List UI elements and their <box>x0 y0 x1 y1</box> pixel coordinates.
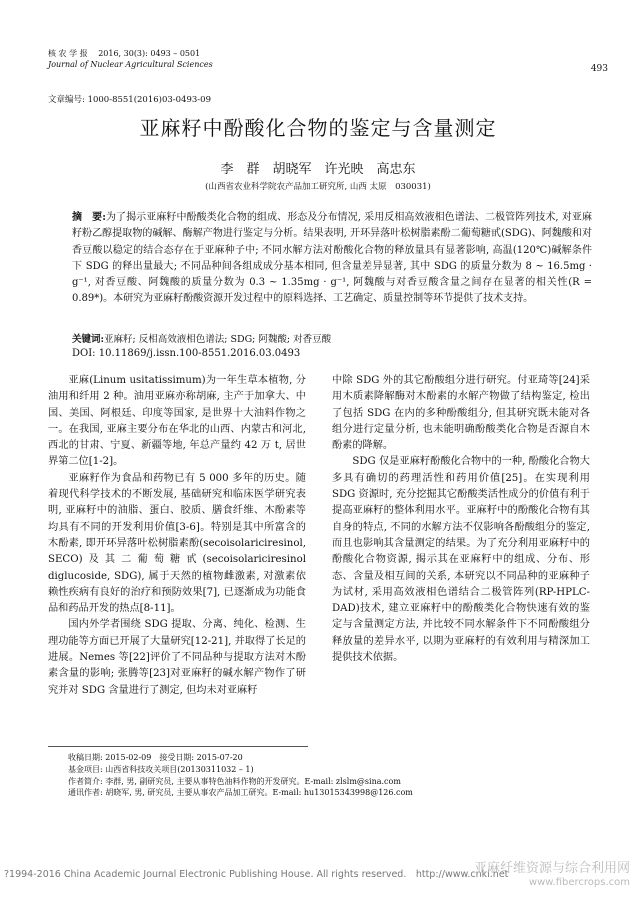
footnote-divider <box>48 746 308 747</box>
authors: 李 群 胡晓军 许光映 高忠东 <box>220 162 416 177</box>
watermark <box>474 862 630 890</box>
abstract-text: 为了揭示亚麻籽中酚酸类化合物的组成、形态及分布情况, 采用反相高效液相色谱法、二极管阵列技术, 对亚麻籽粉乙醇提取物的碱解、酶解产物进行鉴定与分析。结果表明, 开环异落叶松树脂素酚二葡萄糖甙(SDG)、阿魏酸和对香豆酸以稳定的结合态存在于亚麻种子中; 不同水解方法对酚酸化合物的释放量具有显著影响, 高温(120℃)碱解条件下 SDG 的释出量最大; 不同品种间各组成成分基本相同, 但含量差异显著, 其中 SDG 的质量分数为 8 ~ 16.5mg · g⁻¹, 对香豆酸、阿魏酸的质量分数为 0.3 ~ 1.35mg · g⁻¹, 阿魏酸与对香豆酸含量之间存在显著的相关性(R = 0.89*)。本研究为亚麻籽酚酸资源开发过程中的原料选择、工艺确定、质量控制等环节提供了技术支持。 <box>72 212 592 305</box>
footnote-received: 收稿日期: 2015-02-09 接受日期: 2015-07-20 <box>68 753 243 762</box>
page-number: 493 <box>590 64 608 74</box>
keywords-text: 亚麻籽; 反相高效液相色谱法; SDG; 阿魏酸; 对香豆酸 <box>104 334 332 345</box>
body-paragraph: 国内外学者围绕 SDG 提取、分离、纯化、检测、生理功能等方面已开展了大量研究[12-21], 并取得了长足的进展。Nemes 等[22]评价了不同品种与提取方法对木酚素含量的影响; 张腾等[23]对亚麻籽的碱水解产物作了研究并对 SDG 含量进行了测定, 但均未对亚麻籽 <box>48 619 306 696</box>
body-paragraph: SDG 仅是亚麻籽酚酸化合物中的一种, 酚酸化合物大多具有确切的药理活性和药用价值[25]。在实现利用 SDG 资源时, 充分挖掘其它酚酸类活性成分的价值有利于提高亚麻籽的整体利用水平。亚麻籽中的酚酸化合物有其自身的特点, 不同的水解方法不仅影响各酚酸组分的鉴定, 而且也影响其含量测定的结果。为了充分利用亚麻籽中的酚酸化合物资源, 揭示其在亚麻籽中的组成、分布、形态、含量及相互间的关系, 本研究以不同品种的亚麻种子为试材, 采用高效液相色谱结合二极管阵列(RP-HPLC-DAD)技术, 建立亚麻籽中的酚酸类化合物快速有效的鉴定与含量测定方法, 并比较不同水解条件下不同酚酸组分释放量的差异水平, 以期为亚麻籽的有效利用与精深加工提供技术依据。 <box>332 456 590 664</box>
journal-name-en: Journal of Nuclear Agricultural Sciences <box>48 60 213 69</box>
footnote-funding: 基金项目: 山西省科技攻关项目(20130311032 – 1) <box>68 764 254 774</box>
keywords-label: 关键词: <box>72 334 105 345</box>
doi: DOI: 10.11869/j.issn.100-8551.2016.03.0493 <box>72 348 301 359</box>
article-number: 文章编号: 1000-8551(2016)03-0493-09 <box>48 95 211 105</box>
watermark-url: www.fibercrops.com <box>528 877 630 888</box>
body-column-left <box>48 373 306 699</box>
body-paragraph: 中除 SDG 外的其它酚酸组分进行研究。付亚琦等[24]采用木质素降解酶对木酚素的水解产物做了结构鉴定, 检出了包括 SDG 在内的多种酚酸组分, 但其研究既未能对各组分进行定量分析, 也未能明确酚酸类化合物是否源自木酚素的降解。 <box>332 375 590 452</box>
watermark-title: 亚麻纤维资源与综合利用网 <box>473 861 630 876</box>
abstract <box>72 210 592 308</box>
footnote-author: 作者简介: 李群, 男, 副研究员, 主要从事特色油料作物的开发研究。E-mail: zlslm@sina.com <box>68 776 401 786</box>
journal-name-cn: 核 农 学 报 <box>48 49 88 58</box>
body-column-right <box>332 373 590 666</box>
paper-title: 亚麻籽中酚酸化合物的鉴定与含量测定 <box>139 116 497 140</box>
body-paragraph: 亚麻(Linum usitatissimum)为一年生草本植物, 分油用和纤用 2 种。油用亚麻亦称胡麻, 主产于加拿大、中国、美国、阿根廷、印度等国家, 是世界十大油料作物之一。在我国, 亚麻主要分布在华北的山西、内蒙古和河北, 西北的甘肃、宁夏、新疆等地, 年总产量约 42 万 t, 居世界第二位[1-2]。 <box>48 375 306 468</box>
copyright-text: ?1994-2016 China Academic Journal Electronic Publishing House. All rights reserved. http://www.cnki.net <box>4 869 509 880</box>
abstract-label: 摘 要: <box>72 212 106 223</box>
journal-issue: 2016, 30(3): 0493 – 0501 <box>98 49 201 58</box>
footnote-corresponding: 通讯作者: 胡晓军, 男, 研究员, 主要从事农产品加工研究。E-mail: hu13015343998@126.com <box>68 788 413 798</box>
journal-header <box>48 48 213 70</box>
body-paragraph: 亚麻籽作为食品和药物已有 5 000 多年的历史。随着现代科学技术的不断发展, 基础研究和临床医学研究表明, 亚麻籽中的油脂、蛋白、胶质、膳食纤维、木酚素等均具有不同的开发利用价值[3-6]。特别是其中所富含的木酚素, 即开环异落叶松树脂素酚(secoisolariciresinol, SECO)及其二葡萄糖甙(secoisolariciresinol diglucoside, SDG), 属于天然的植物雌激素, 对激素依赖性疾病有良好的治疗和预防效果[7], 已逐渐成为功能食品和药品开发的热点[8-11]。 <box>48 472 306 615</box>
affiliation: (山西省农业科学院农产品加工研究所, 山西 太原 030031) <box>205 182 431 192</box>
keywords <box>72 331 592 345</box>
footnotes <box>68 752 588 799</box>
